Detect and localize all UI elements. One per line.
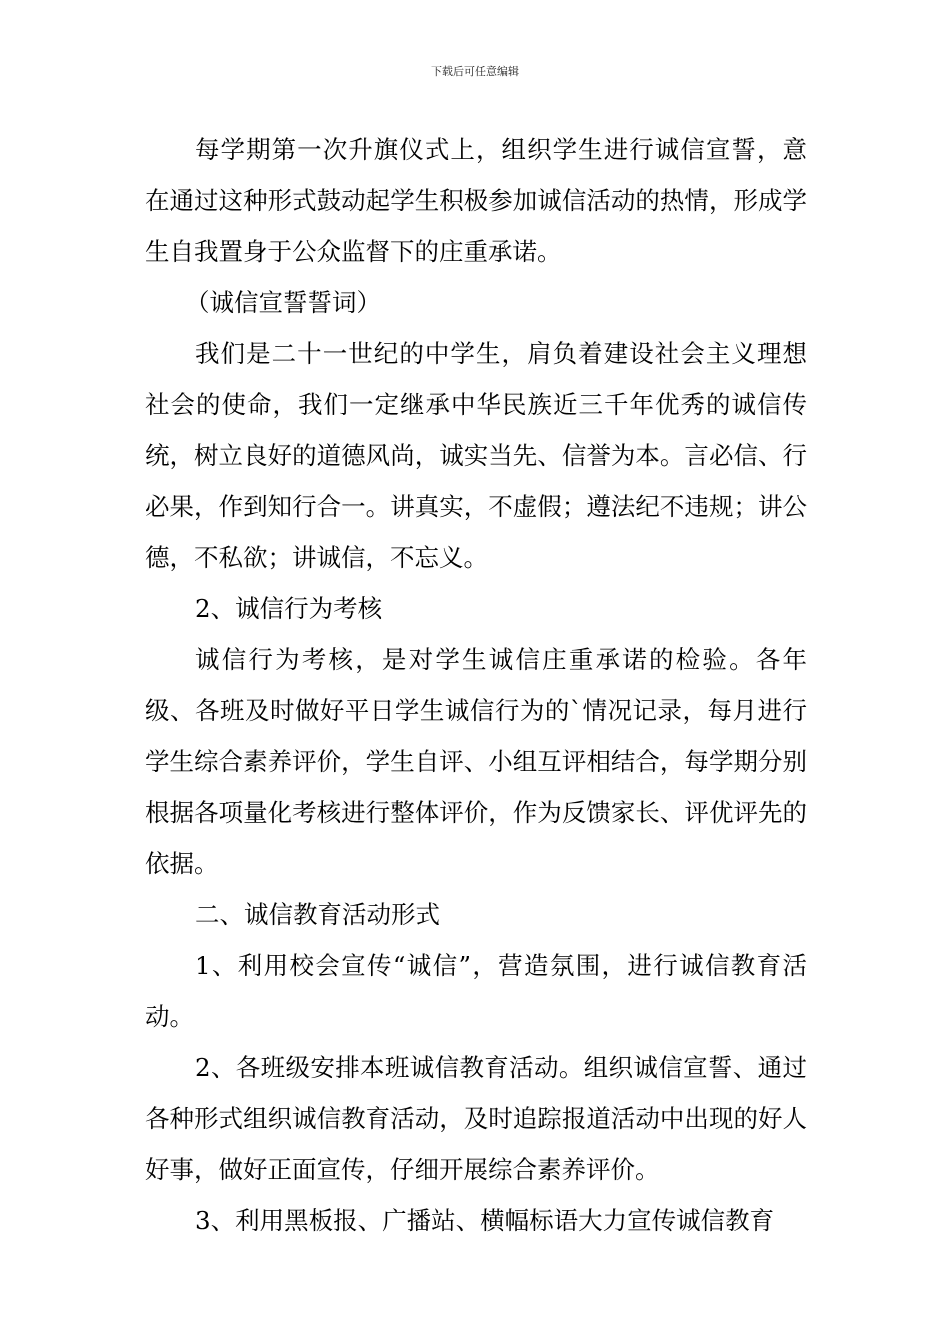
paragraph-assessment: 诚信行为考核，是对学生诚信庄重承诺的检验。各年级、各班及时做好平日学生诚信行为的`情况记录，每月进行学生综合素养评价，学生自评、小组互评相结合，每学期分别根据各项量化考核进行整体评价，作为反馈家长、评优评先的依据。 [145, 645, 807, 878]
section-heading-assessment: 2、诚信行为考核 [195, 594, 383, 623]
paragraph-oath-intro: 每学期第一次升旗仪式上，组织学生进行诚信宣誓，意在通过这种形式鼓动起学生积极参加诚信活动的热情，形成学生自我置身于公众监督下的庄重承诺。 [145, 135, 807, 266]
paragraph-oath-text: 我们是二十一世纪的中学生，肩负着建设社会主义理想社会的使命，我们一定继承中华民族近三千年优秀的诚信传统，树立良好的道德风尚，诚实当先、信誉为本。言必信、行必果，作到知行合一。讲真实，不虚假；遵法纪不违规；讲公德，不私欲；讲诚信，不忘义。 [145, 339, 807, 572]
document-body [145, 124, 807, 1246]
paragraph-activity-2: 2、各班级安排本班诚信教育活动。组织诚信宣誓、通过各种形式组织诚信教育活动，及时追踪报道活动中出现的好人好事，做好正面宣传，仔细开展综合素养评价。 [145, 1053, 807, 1184]
section-heading-activity-forms: 二、诚信教育活动形式 [195, 900, 440, 929]
paragraph-activity-1: 1、利用校会宣传“诚信”，营造氛围，进行诚信教育活动。 [145, 951, 807, 1031]
paragraph-activity-3: 3、利用黑板报、广播站、横幅标语大力宣传诚信教育 [195, 1206, 775, 1235]
paragraph-oath-title: （诚信宣誓誓词） [185, 288, 381, 317]
page-header-note: 下载后可任意编辑 [431, 65, 519, 78]
